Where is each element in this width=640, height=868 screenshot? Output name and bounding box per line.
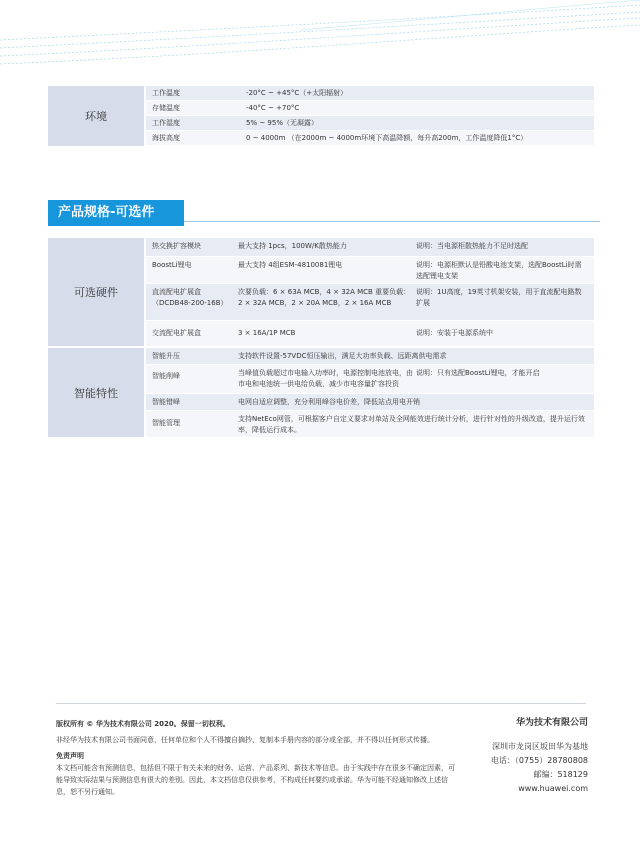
smart-spec: 支持软件设置-57VDC恒压输出，满足大功率负载、远距离供电需求 bbox=[238, 352, 447, 360]
footer-contact bbox=[418, 716, 588, 796]
hardware-spec: 3 × 16A/1P MCB bbox=[238, 329, 296, 337]
footer-legal bbox=[56, 718, 456, 798]
smart-row bbox=[146, 411, 594, 437]
footer-divider bbox=[56, 703, 586, 704]
company-website[interactable]: www.huawei.com bbox=[518, 784, 588, 793]
hardware-row bbox=[146, 321, 594, 346]
hardware-spec: 最大支持 4组ESM-4810081锂电 bbox=[238, 261, 343, 269]
hardware-row bbox=[146, 238, 594, 256]
company-address: 深圳市龙岗区坂田华为基地 bbox=[492, 742, 588, 751]
env-key: 工作湿度 bbox=[152, 119, 180, 127]
smart-note: 说明：只有选配BoostLi锂电，才能开启 bbox=[416, 369, 540, 377]
hardware-name: 热交换扩容模块 bbox=[152, 242, 201, 250]
environment-category: 环境 bbox=[48, 86, 144, 146]
env-key: 海拔高度 bbox=[152, 134, 180, 142]
smart-spec: 电网自适应调整，充分利用峰谷电价差，降低站点用电开销 bbox=[238, 398, 420, 406]
hardware-row bbox=[146, 257, 594, 283]
company-name: 华为技术有限公司 bbox=[515, 718, 588, 728]
hardware-note: 说明：安装于电源系统中 bbox=[416, 329, 493, 337]
smart-row bbox=[146, 394, 594, 410]
smart-row bbox=[146, 365, 594, 393]
section-header bbox=[48, 200, 600, 226]
smart-name: 智能错峰 bbox=[152, 398, 180, 406]
env-key: 存储温度 bbox=[152, 104, 180, 112]
smart-name: 智能削峰 bbox=[152, 372, 180, 380]
env-row bbox=[146, 131, 594, 145]
smart-category: 智能特性 bbox=[48, 348, 144, 437]
hardware-category: 可选硬件 bbox=[48, 238, 144, 346]
env-value: 0 ~ 4000m （在2000m ~ 4000m环境下高温降额，每升高200m，工作温度降低1°C） bbox=[246, 134, 528, 142]
hardware-note: 说明：当电源柜散热能力不足时选配 bbox=[416, 242, 528, 250]
section-divider bbox=[178, 221, 600, 222]
hardware-spec: 最大支持 1pcs，100W/K散热能力 bbox=[238, 242, 347, 250]
decorative-wave-lines bbox=[0, 0, 640, 80]
env-value: 5% ~ 95%（无凝露） bbox=[246, 119, 318, 127]
smart-name: 智能管理 bbox=[152, 419, 180, 427]
env-value: -40°C ~ +70°C bbox=[246, 104, 300, 112]
hardware-note: 说明：1U高度，19英寸机架安装，用于直流配电路数扩展 bbox=[416, 288, 582, 307]
smart-name: 智能升压 bbox=[152, 352, 180, 360]
env-row bbox=[146, 101, 594, 115]
env-value: -20°C ~ +45°C（+太阳辐射） bbox=[246, 89, 348, 97]
copyright-line: 版权所有 © 华为技术有限公司 2020。保留一切权利。 bbox=[56, 720, 230, 728]
section-title: 产品规格-可选件 bbox=[48, 200, 184, 226]
smart-spec: 支持NetEco网管，可根据客户自定义要求对单站及全网能效进行统计分析，进行针对性的升级改造，提升运行效率，降低运行成本。 bbox=[238, 415, 585, 434]
disclaimer-title: 免责声明 bbox=[56, 752, 84, 760]
copyright-text: 非经华为技术有限公司书面同意，任何单位和个人不得擅自摘抄、复制本手册内容的部分或全部，并不得以任何形式传播。 bbox=[56, 736, 434, 744]
hardware-name: 直流配电扩展盒（DCDB48-200-16B） bbox=[152, 288, 228, 307]
smart-spec: 当峰值负载超过市电输入功率时，电源控制电池放电，由市电和电池统一供电给负载，减少市电容量扩容投资 bbox=[238, 369, 413, 388]
company-phone: 电话：（0755）28780808 bbox=[490, 756, 588, 765]
env-key: 工作温度 bbox=[152, 89, 180, 97]
hardware-note: 说明：电源柜默认是铅酸电池支架，选配BoostLi时需选配锂电支架 bbox=[416, 261, 582, 280]
smart-row bbox=[146, 348, 594, 364]
hardware-spec: 次要负载：6 × 63A MCB，4 × 32A MCB 重要负载：2 × 32A MCB，2 × 20A MCB，2 × 16A MCB bbox=[238, 288, 411, 307]
env-row bbox=[146, 86, 594, 100]
hardware-name: BoostLi锂电 bbox=[152, 261, 192, 269]
env-row bbox=[146, 116, 594, 130]
company-postcode: 邮编：518129 bbox=[533, 770, 588, 779]
hardware-name: 交流配电扩展盒 bbox=[152, 329, 201, 337]
hardware-row bbox=[146, 284, 594, 320]
disclaimer-text: 本文档可能含有预测信息，包括但不限于有关未来的财务、运营、产品系列、新技术等信息。由于实践中存在很多不确定因素，可能导致实际结果与预测信息有很大的差别。因此，本文档信息仅供参考，不构成任何要约或承诺。华为可能不经通知修改上述信息，恕不另行通知。 bbox=[56, 764, 455, 796]
